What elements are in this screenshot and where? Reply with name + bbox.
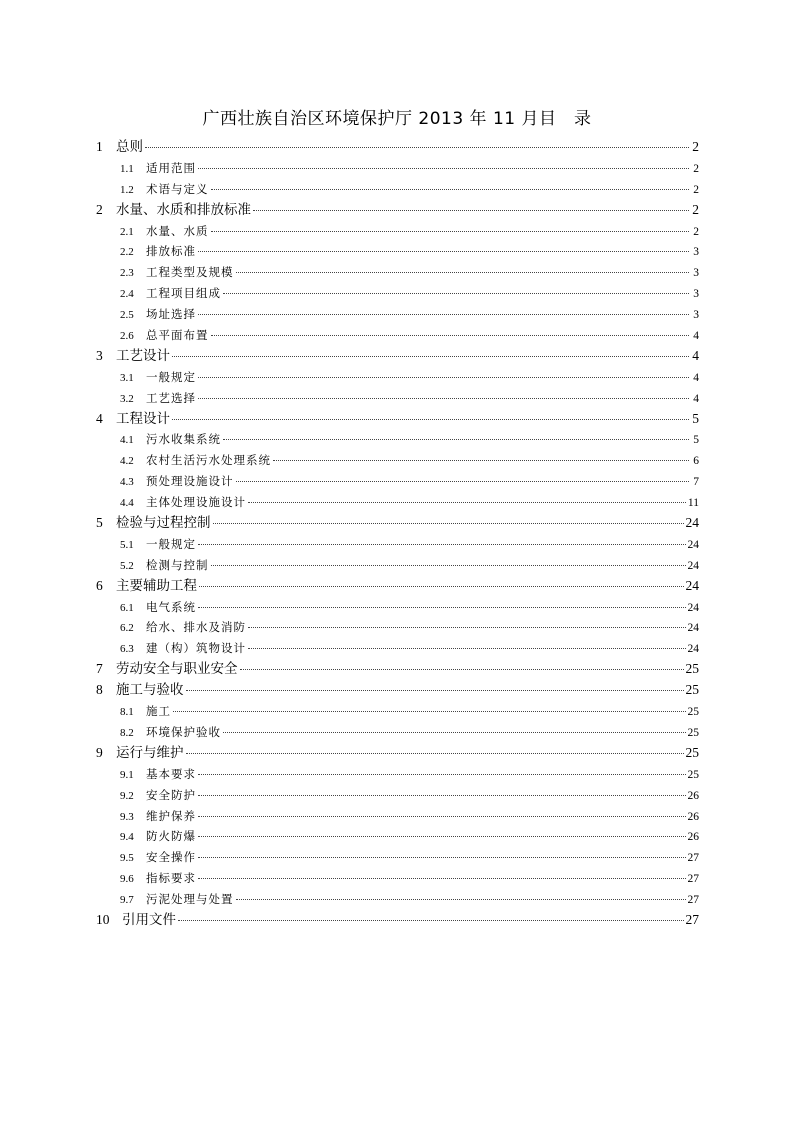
toc-chapter-entry[interactable]: [96, 910, 699, 931]
toc-section-entry[interactable]: [96, 555, 699, 576]
toc-entry-label: 防火防爆: [146, 829, 196, 844]
toc-entry-label: 排放标准: [146, 244, 196, 259]
toc-entry-label: 检测与控制: [146, 557, 209, 572]
toc-entry-label: 维护保养: [146, 808, 196, 823]
toc-entry-label: 农村生活污水处理系统: [146, 453, 271, 468]
toc-entry-number: 9.2: [120, 789, 134, 802]
toc-entry-label: 总平面布置: [146, 328, 209, 343]
toc-entry-number: 2.2: [120, 246, 134, 259]
toc-dot-leader: [236, 271, 690, 273]
toc-dot-leader: [172, 355, 689, 357]
toc-entry-label: 术语与定义: [146, 181, 209, 196]
toc-chapter-entry[interactable]: [96, 200, 699, 221]
toc-entry-page-number: 4: [693, 330, 699, 343]
toc-entry-page-number: 2: [693, 225, 699, 238]
toc-entry-label: 安全防护: [146, 787, 196, 802]
toc-entry-number: 9.5: [120, 852, 134, 865]
toc-dot-leader: [211, 230, 690, 232]
toc-entry-page-number: 24: [687, 622, 699, 635]
toc-section-entry[interactable]: [96, 722, 699, 743]
toc-dot-leader: [173, 710, 686, 712]
toc-section-entry[interactable]: [96, 429, 699, 450]
toc-dot-leader: [198, 167, 689, 169]
toc-chapter-entry[interactable]: [96, 137, 699, 158]
document-title: 广西壮族自治区环境保护厅 2013 年 11 月目 录: [202, 109, 592, 129]
toc-entry-page-number: 27: [685, 911, 699, 927]
toc-entry-label: 施工: [146, 704, 171, 719]
toc-entry-page-number: 27: [687, 894, 699, 907]
toc-entry-page-number: 2: [692, 139, 699, 154]
toc-entry-label: 工程类型及规模: [146, 265, 234, 280]
toc-entry-label: 劳动安全与职业安全: [116, 661, 238, 678]
toc-section-entry[interactable]: [96, 492, 699, 513]
toc-entry-page-number: 24: [685, 515, 699, 531]
toc-entry-page-number: 3: [693, 309, 699, 322]
toc-dot-leader: [198, 794, 686, 796]
toc-entry-page-number: 26: [687, 831, 699, 844]
toc-entry-page-number: 5: [693, 434, 699, 447]
toc-entry-page-number: 5: [692, 410, 699, 426]
toc-section-entry[interactable]: [96, 283, 699, 304]
toc-dot-leader: [198, 543, 686, 545]
toc-entry-label: 检验与过程控制: [116, 515, 211, 532]
toc-section-entry[interactable]: [96, 826, 699, 847]
toc-entry-number: 9.4: [120, 831, 134, 844]
toc-entry-page-number: 4: [692, 347, 699, 363]
toc-section-entry[interactable]: [96, 785, 699, 806]
toc-entry-number: 9.7: [120, 894, 134, 907]
toc-dot-leader: [198, 376, 689, 378]
toc-chapter-entry[interactable]: [96, 346, 699, 367]
toc-entry-label: 预处理设施设计: [146, 474, 234, 489]
toc-entry-number: 8.1: [120, 706, 134, 719]
toc-entry-page-number: 24: [685, 577, 699, 593]
toc-section-entry[interactable]: [96, 367, 699, 388]
toc-entry-label: 主要辅助工程: [116, 577, 197, 594]
toc-dot-leader: [198, 313, 689, 315]
toc-section-entry[interactable]: [96, 701, 699, 722]
toc-section-entry[interactable]: [96, 534, 699, 555]
toc-dot-leader: [236, 898, 686, 900]
toc-entry-number: 1: [96, 139, 103, 154]
toc-entry-page-number: 7: [693, 476, 699, 489]
toc-entry-page-number: 27: [687, 873, 699, 886]
toc-entry-label: 安全操作: [146, 850, 196, 865]
toc-entry-number: 4.4: [120, 497, 134, 510]
toc-dot-leader: [236, 480, 690, 482]
toc-entry-number: 5.2: [120, 559, 134, 572]
toc-section-entry[interactable]: [96, 868, 699, 889]
toc-entry-page-number: 3: [693, 288, 699, 301]
toc-entry-label: 给水、排水及消防: [146, 620, 246, 635]
toc-dot-leader: [248, 626, 686, 628]
toc-entry-page-number: 25: [687, 726, 699, 739]
toc-entry-number: 4: [96, 410, 103, 426]
toc-entry-label: 环境保护验收: [146, 724, 221, 739]
toc-entry-number: 9.3: [120, 810, 134, 823]
toc-entry-label: 引用文件: [122, 911, 176, 928]
toc-entry-label: 污水收集系统: [146, 432, 221, 447]
toc-dot-leader: [213, 522, 684, 524]
toc-dot-leader: [199, 585, 684, 587]
toc-entry-number: 7: [96, 661, 103, 677]
toc-entry-page-number: 25: [685, 744, 699, 760]
toc-section-entry[interactable]: [96, 241, 699, 262]
toc-section-entry[interactable]: [96, 325, 699, 346]
toc-entry-page-number: 26: [687, 789, 699, 802]
toc-dot-leader: [223, 438, 689, 440]
toc-entry-label: 指标要求: [146, 871, 196, 886]
toc-dot-leader: [198, 877, 686, 879]
toc-entry-number: 4.1: [120, 434, 134, 447]
toc-section-entry[interactable]: [96, 179, 699, 200]
toc-entry-label: 施工与验收: [116, 682, 184, 699]
toc-entry-label: 建（构）筑物设计: [146, 641, 246, 656]
toc-section-entry[interactable]: [96, 158, 699, 179]
toc-entry-label: 工程项目组成: [146, 286, 221, 301]
toc-section-entry[interactable]: [96, 847, 699, 868]
toc-entry-label: 电气系统: [146, 599, 196, 614]
toc-chapter-entry[interactable]: [96, 409, 699, 430]
toc-entry-label: 主体处理设施设计: [146, 495, 246, 510]
toc-section-entry[interactable]: [96, 597, 699, 618]
toc-entry-number: 3.2: [120, 392, 134, 405]
toc-entry-number: 8.2: [120, 726, 134, 739]
toc-dot-leader: [198, 250, 689, 252]
toc-entry-number: 9: [96, 744, 103, 760]
toc-dot-leader: [273, 459, 689, 461]
toc-dot-leader: [223, 731, 686, 733]
toc-entry-label: 场址选择: [146, 307, 196, 322]
toc-entry-page-number: 24: [687, 601, 699, 614]
toc-entry-label: 工艺选择: [146, 390, 196, 405]
toc-chapter-entry[interactable]: [96, 680, 699, 701]
toc-entry-label: 污泥处理与处置: [146, 892, 234, 907]
toc-dot-leader: [211, 334, 690, 336]
toc-dot-leader: [248, 501, 686, 503]
toc-entry-page-number: 27: [687, 852, 699, 865]
toc-entry-number: 2.1: [120, 225, 134, 238]
toc-entry-label: 水量、水质和排放标准: [116, 201, 251, 218]
toc-dot-leader: [253, 209, 689, 211]
table-of-contents: [96, 137, 699, 931]
toc-entry-number: 9.6: [120, 873, 134, 886]
toc-entry-number: 1.2: [120, 183, 134, 196]
toc-section-entry[interactable]: [96, 617, 699, 638]
toc-section-entry[interactable]: [96, 304, 699, 325]
toc-entry-page-number: 3: [693, 246, 699, 259]
toc-chapter-entry[interactable]: [96, 743, 699, 764]
toc-entry-page-number: 4: [693, 392, 699, 405]
toc-entry-number: 5.1: [120, 538, 134, 551]
toc-chapter-entry[interactable]: [96, 513, 699, 534]
toc-entry-number: 10: [96, 911, 110, 927]
toc-entry-number: 5: [96, 515, 103, 531]
toc-entry-page-number: 25: [687, 768, 699, 781]
toc-dot-leader: [172, 418, 689, 420]
toc-dot-leader: [186, 689, 684, 691]
toc-dot-leader: [198, 397, 689, 399]
toc-entry-number: 3.1: [120, 371, 134, 384]
toc-dot-leader: [248, 647, 686, 649]
toc-entry-number: 2.3: [120, 267, 134, 280]
toc-entry-label: 一般规定: [146, 536, 196, 551]
toc-entry-number: 1.1: [120, 162, 134, 175]
toc-entry-page-number: 2: [693, 183, 699, 196]
toc-dot-leader: [186, 752, 684, 754]
toc-entry-number: 2.4: [120, 288, 134, 301]
toc-dot-leader: [211, 564, 686, 566]
toc-entry-page-number: 24: [687, 559, 699, 572]
toc-entry-number: 6.3: [120, 643, 134, 656]
toc-section-entry[interactable]: [96, 450, 699, 471]
toc-entry-page-number: 11: [687, 497, 699, 510]
toc-dot-leader: [145, 146, 689, 148]
toc-entry-label: 运行与维护: [116, 744, 184, 761]
toc-section-entry[interactable]: [96, 889, 699, 910]
toc-entry-number: 8: [96, 682, 103, 698]
toc-section-entry[interactable]: [96, 221, 699, 242]
toc-entry-page-number: 26: [687, 810, 699, 823]
toc-entry-page-number: 4: [693, 371, 699, 384]
toc-entry-number: 4.2: [120, 455, 134, 468]
toc-entry-number: 4.3: [120, 476, 134, 489]
toc-chapter-entry[interactable]: [96, 659, 699, 680]
toc-dot-leader: [198, 835, 686, 837]
toc-entry-number: 3: [96, 347, 103, 363]
toc-entry-label: 工艺设计: [116, 347, 170, 364]
toc-section-entry[interactable]: [96, 764, 699, 785]
toc-entry-number: 6.1: [120, 601, 134, 614]
toc-entry-page-number: 24: [687, 538, 699, 551]
toc-dot-leader: [198, 773, 686, 775]
toc-entry-number: 2: [96, 201, 103, 217]
toc-dot-leader: [240, 668, 684, 670]
toc-section-entry[interactable]: [96, 388, 699, 409]
toc-entry-number: 6: [96, 577, 103, 593]
toc-entry-label: 总则: [116, 139, 143, 155]
toc-dot-leader: [198, 856, 686, 858]
toc-dot-leader: [198, 815, 686, 817]
toc-entry-label: 适用范围: [146, 160, 196, 175]
toc-entry-number: 6.2: [120, 622, 134, 635]
toc-entry-page-number: 2: [693, 162, 699, 175]
toc-entry-label: 工程设计: [116, 410, 170, 427]
toc-entry-page-number: 6: [693, 455, 699, 468]
toc-section-entry[interactable]: [96, 471, 699, 492]
toc-section-entry[interactable]: [96, 638, 699, 659]
toc-section-entry[interactable]: [96, 806, 699, 827]
toc-entry-page-number: 25: [687, 706, 699, 719]
toc-entry-page-number: 25: [685, 661, 699, 677]
toc-entry-number: 2.6: [120, 330, 134, 343]
toc-entry-label: 一般规定: [146, 369, 196, 384]
toc-entry-page-number: 24: [687, 643, 699, 656]
toc-dot-leader: [223, 292, 689, 294]
toc-entry-page-number: 2: [692, 201, 699, 217]
toc-entry-page-number: 3: [693, 267, 699, 280]
toc-dot-leader: [211, 188, 690, 190]
toc-section-entry[interactable]: [96, 262, 699, 283]
toc-dot-leader: [178, 919, 684, 921]
toc-entry-label: 水量、水质: [146, 223, 209, 238]
toc-chapter-entry[interactable]: [96, 576, 699, 597]
toc-entry-label: 基本要求: [146, 766, 196, 781]
toc-entry-page-number: 25: [685, 682, 699, 698]
toc-entry-number: 2.5: [120, 309, 134, 322]
toc-entry-number: 9.1: [120, 768, 134, 781]
toc-dot-leader: [198, 606, 686, 608]
